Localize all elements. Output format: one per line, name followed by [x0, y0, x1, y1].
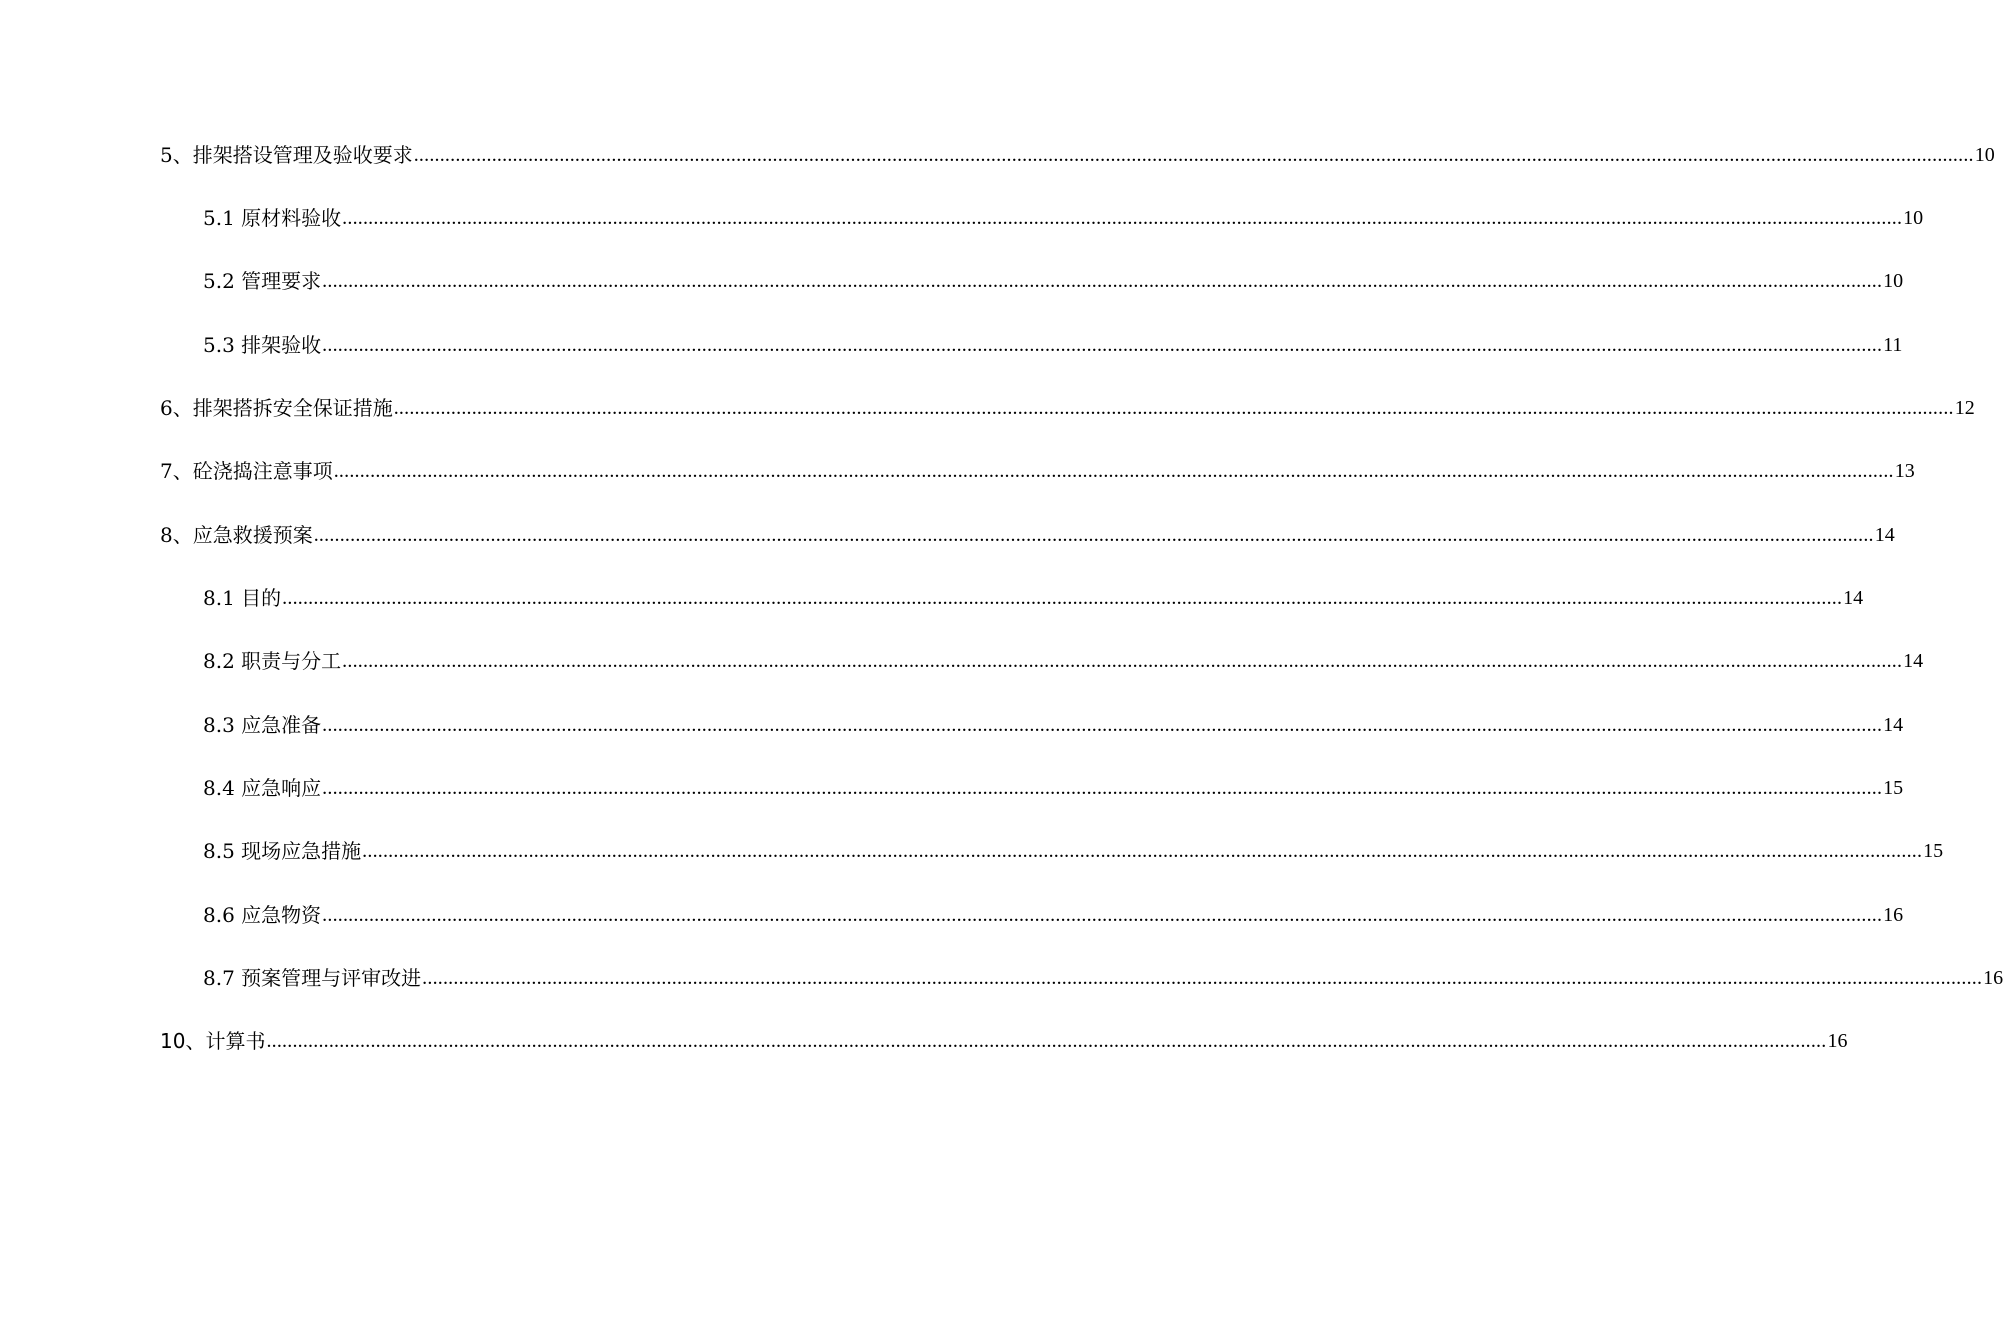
toc-entry-8-7[interactable]	[203, 959, 2003, 991]
toc-entry-5-1[interactable]	[203, 199, 1924, 231]
toc-page-number: 14	[1883, 714, 1904, 736]
toc-dot-leader: ............................................................................................................................................................................................................................................................................................................	[322, 777, 1883, 799]
toc-entry-8-6[interactable]	[203, 896, 1904, 928]
toc-entry-5[interactable]	[160, 136, 1995, 168]
toc-entry-5-2[interactable]	[203, 262, 1904, 294]
toc-entry-8-4[interactable]	[203, 769, 1904, 801]
toc-page-number: 10	[1903, 207, 1924, 229]
toc-entry-title: 8.4 应急响应	[203, 776, 322, 800]
toc-dot-leader: ............................................................................................................................................................................................................................................................................................................	[362, 840, 1923, 862]
toc-entry-title: 8.3 应急准备	[203, 713, 322, 737]
toc-dot-leader: ............................................................................................................................................................................................................................................................................................................	[342, 207, 1903, 229]
toc-entry-title: 8.6 应急物资	[203, 903, 322, 927]
toc-dot-leader: ............................................................................................................................................................................................................................................................................................................	[413, 144, 1974, 166]
toc-page-number: 12	[1954, 397, 1975, 419]
toc-entry-8-5[interactable]	[203, 832, 1944, 864]
toc-entry-title: 5.1 原材料验收	[203, 206, 342, 230]
toc-entry-8-1[interactable]	[203, 579, 1864, 611]
toc-page-number: 15	[1883, 777, 1904, 799]
toc-page-number: 16	[1827, 1030, 1848, 1052]
toc-entry-title: 6、排架搭拆安全保证措施	[160, 396, 393, 420]
toc-dot-leader: ............................................................................................................................................................................................................................................................................................................	[422, 967, 1983, 989]
toc-entry-6[interactable]	[160, 389, 1975, 421]
toc-entry-title: 8、应急救援预案	[160, 523, 313, 547]
toc-entry-5-3[interactable]	[203, 326, 1903, 358]
toc-dot-leader: ............................................................................................................................................................................................................................................................................................................	[322, 334, 1883, 356]
toc-page-number: 14	[1843, 587, 1864, 609]
toc-entry-10[interactable]	[160, 1022, 1848, 1054]
toc-page-number: 11	[1883, 334, 1903, 356]
toc-page-number: 14	[1874, 524, 1895, 546]
toc-entry-title: 8.2 职责与分工	[203, 649, 342, 673]
toc-entry-title: 5、排架搭设管理及验收要求	[160, 143, 413, 167]
toc-entry-title: 8.7 预案管理与评审改进	[203, 966, 422, 990]
toc-dot-leader: ............................................................................................................................................................................................................................................................................................................	[282, 587, 1843, 609]
toc-page-number: 13	[1894, 460, 1915, 482]
toc-dot-leader: ............................................................................................................................................................................................................................................................................................................	[333, 460, 1894, 482]
toc-entry-7[interactable]	[160, 452, 1915, 484]
toc-dot-leader: ............................................................................................................................................................................................................................................................................................................	[393, 397, 1954, 419]
toc-dot-leader: ............................................................................................................................................................................................................................................................................................................	[266, 1030, 1827, 1052]
toc-page-number: 16	[1983, 967, 2003, 989]
toc-page-number: 10	[1883, 270, 1904, 292]
toc-entry-title: 7、砼浇捣注意事项	[160, 459, 333, 483]
toc-entry-title: 10、计算书	[160, 1029, 266, 1053]
toc-entry-title: 5.2 管理要求	[203, 269, 322, 293]
toc-entry-title: 5.3 排架验收	[203, 333, 322, 357]
toc-page-number: 10	[1974, 144, 1995, 166]
toc-page-number: 15	[1923, 840, 1944, 862]
toc-dot-leader: ............................................................................................................................................................................................................................................................................................................	[322, 904, 1883, 926]
toc-entry-title: 8.1 目的	[203, 586, 282, 610]
toc-entry-8-3[interactable]	[203, 706, 1904, 738]
toc-entry-8[interactable]	[160, 516, 1895, 548]
toc-page-number: 14	[1903, 650, 1924, 672]
toc-dot-leader: ............................................................................................................................................................................................................................................................................................................	[322, 270, 1883, 292]
toc-dot-leader: ............................................................................................................................................................................................................................................................................................................	[342, 650, 1903, 672]
toc-entry-title: 8.5 现场应急措施	[203, 839, 362, 863]
toc-dot-leader: ............................................................................................................................................................................................................................................................................................................	[313, 524, 1874, 546]
toc-dot-leader: ............................................................................................................................................................................................................................................................................................................	[322, 714, 1883, 736]
toc-page-number: 16	[1883, 904, 1904, 926]
toc-entry-8-2[interactable]	[203, 642, 1924, 674]
